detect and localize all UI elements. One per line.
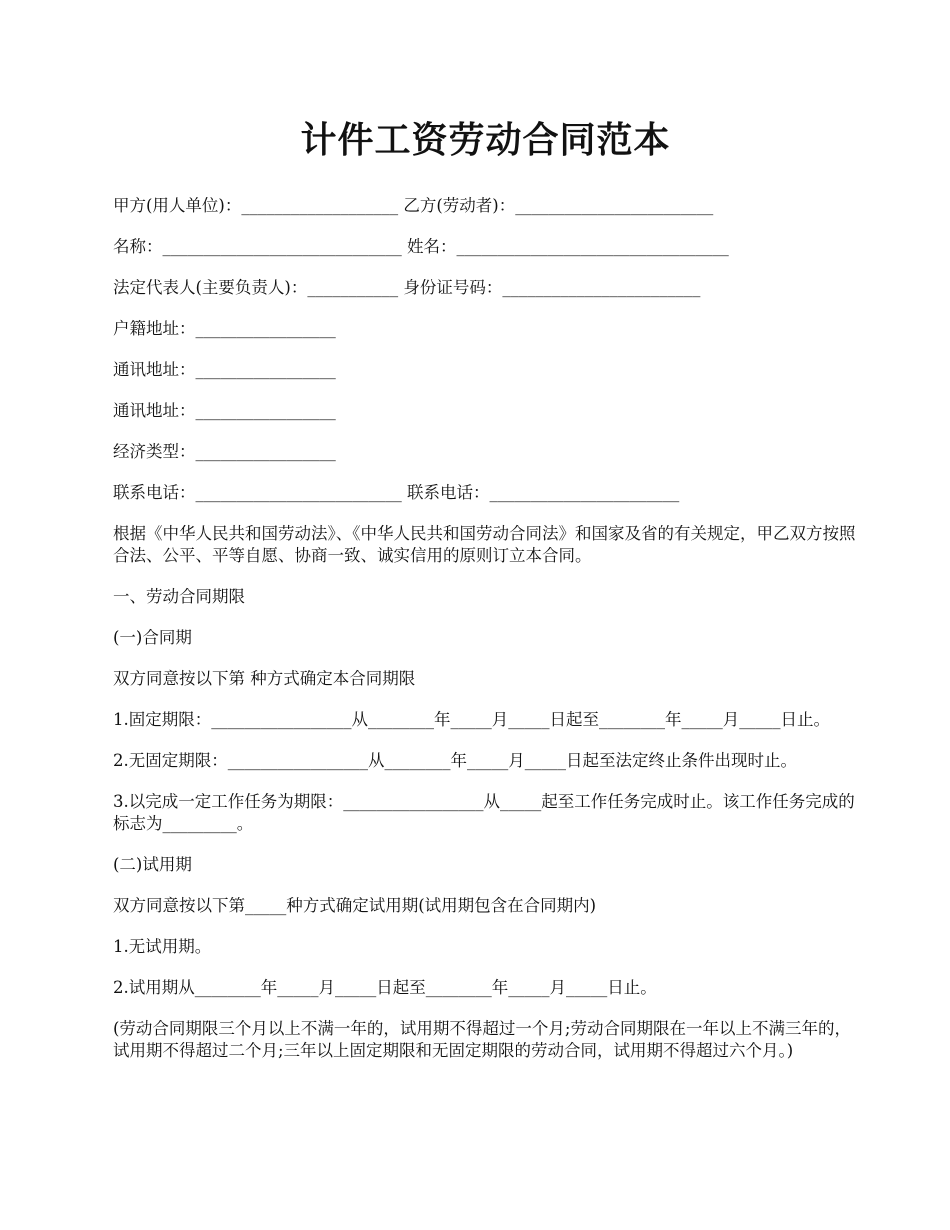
economic-type-line: 经济类型：_________________ (113, 442, 336, 461)
fixed-term-paragraph: 1.固定期限：_________________从________年_____月_____日起至________年_____月_____日止。 (113, 710, 830, 729)
party-a-b-line: 甲方(用人单位)：___________________ 乙方(劳动者)：________________________ (113, 196, 714, 215)
probation-note-paragraph: (劳动合同期限三个月以上不满一年的，试用期不得超过一个月;劳动合同期限在一年以上不满三年的，试用期不得超过二个月;三年以上固定期限和无固定期限的劳动合同，试用期不得超过六个月。) (113, 1019, 851, 1060)
name-line: 名称：_____________________________ 姓名：_________________________________ (113, 237, 729, 256)
section-heading-term: 一、劳动合同期限 (113, 587, 245, 606)
probation-dates-paragraph: 2.试用期从________年_____月_____日起至________年_____月_____日止。 (113, 978, 657, 997)
subsection-contract-period: (一)合同期 (113, 628, 192, 647)
document-title: 计件工资劳动合同范本 (300, 119, 671, 161)
probation-method-paragraph: 双方同意按以下第_____种方式确定试用期(试用期包含在合同期内) (113, 896, 597, 915)
open-term-paragraph: 2.无固定期限：_________________从________年_____月_____日起至法定终止条件出现时止。 (113, 751, 797, 770)
mailing-address-line: 通讯地址：_________________ (113, 360, 336, 379)
term-method-paragraph: 双方同意按以下第 种方式确定本合同期限 (113, 669, 416, 688)
mailing-address-line-2: 通讯地址：_________________ (113, 401, 336, 420)
subsection-probation: (二)试用期 (113, 855, 192, 874)
task-term-paragraph: 3.以完成一定工作任务为期限：_________________从_____起至工作任务完成时止。该工作任务完成的标志为_________。 (113, 792, 855, 833)
phone-line: 联系电话：_________________________ 联系电话：_______________________ (113, 483, 680, 502)
household-address-line: 户籍地址：_________________ (113, 319, 336, 338)
preamble-paragraph: 根据《中华人民共和国劳动法》、《中华人民共和国劳动合同法》和国家及省的有关规定，甲乙双方按照合法、公平、平等自愿、协商一致、诚实信用的原则订立本合同。 (113, 524, 856, 565)
no-probation-paragraph: 1.无试用期。 (113, 937, 212, 956)
legal-rep-id-line: 法定代表人(主要负责人)：___________ 身份证号码：________________________ (113, 278, 701, 297)
